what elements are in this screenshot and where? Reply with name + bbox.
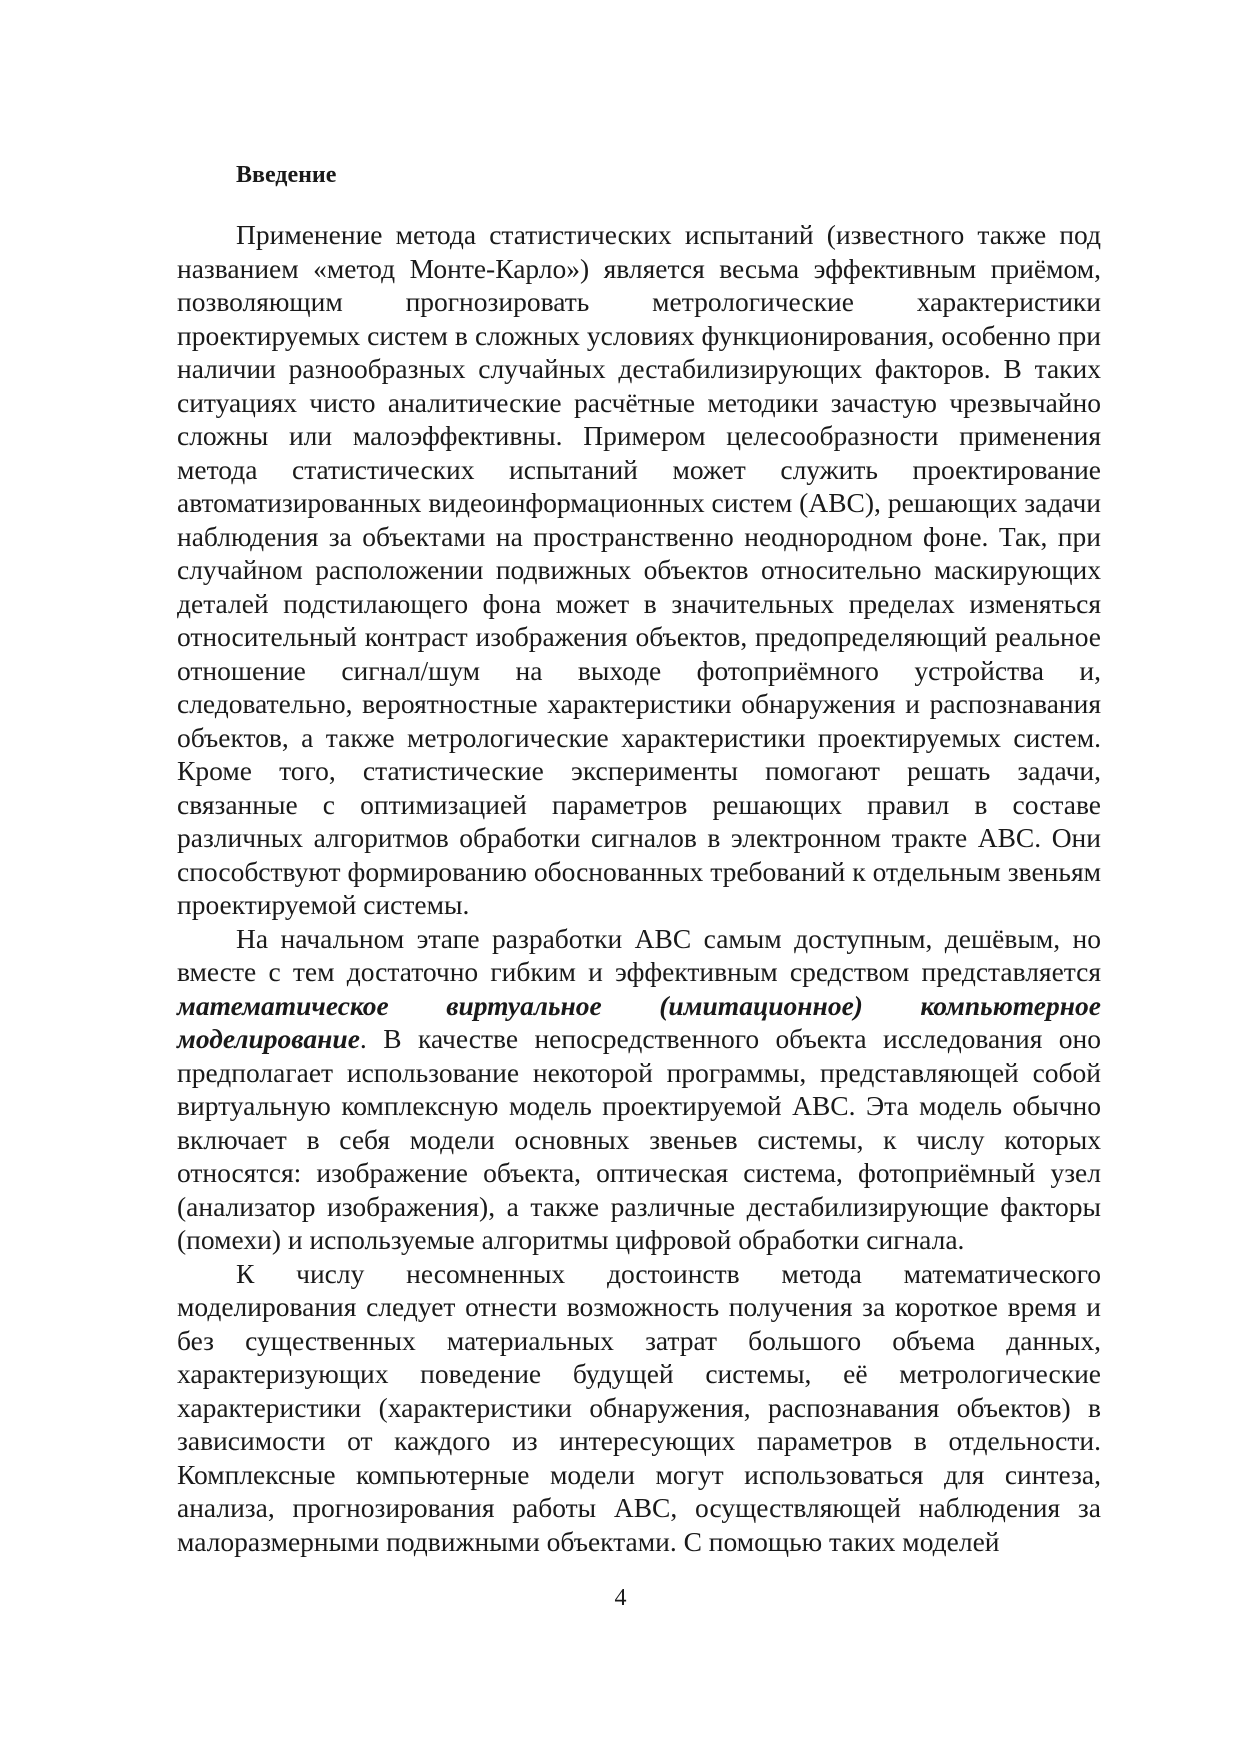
section-heading: Введение	[236, 162, 337, 188]
emphasized-term: математическое виртуальное (имитационное) компьютерное моделирование	[177, 989, 1101, 1054]
page-number: 4	[614, 1585, 627, 1611]
paragraph-2-intro: На начальном этапе разработки АВС самым доступным, дешёвым, но вместе с тем достаточно гибким и эффективным средством представляется	[177, 922, 1101, 987]
paragraph-3: К числу несомненных достоинств метода математического моделирования следует отнести возможность получения за короткое время и без существенных материальных затрат большого объема данных, характеризующих поведение будущей системы, её метрологические характеристики (характеристики обнаружения, распознавания объектов) в зависимости от каждого из интересующих параметров в отдельности. Комплексные компьютерные модели могут использоваться для синтеза, анализа, прогнозирования работы АВС, осуществляющей наблюдения за малоразмерными подвижными объектами. С помощью таких моделей	[177, 1257, 1101, 1557]
paragraph-1: Применение метода статистических испытаний (известного также под названием «метод Монте-Карло») является весьма эффективным приёмом, позволяющим прогнозировать метрологические характеристики проектируемых систем в сложных условиях функционирования, особенно при наличии разнообразных случайных дестабилизирующих факторов. В таких ситуациях чисто аналитические расчётные методики зачастую чрезвычайно сложны или малоэффективны. Примером целесообразности применения метода статистических испытаний может служить проектирование автоматизированных видеоинформационных систем (АВС), решающих задачи наблюдения за объектами на пространственно неоднородном фоне. Так, при случайном расположении подвижных объектов относительно маскирующих деталей подстилающего фона может в значительных пределах изменяться относительный контраст изображения объектов, предопределяющий реальное отношение сигнал/шум на выходе фотоприёмного устройства и, следовательно, вероятностные характеристики обнаружения и распознавания объектов, а также метрологические характеристики проектируемых систем. Кроме того, статистические эксперименты помогают решать задачи, связанные с оптимизацией параметров решающих правил в составе различных алгоритмов обработки сигналов в электронном тракте АВС. Они способствуют формированию обоснованных требований к отдельным звеньям проектируемой системы.	[177, 219, 1101, 920]
body-text	[177, 218, 1101, 1558]
paragraph-2-rest: . В качестве непосредственного объекта исследования оно предполагает использование некоторой программы, представляющей собой виртуальную комплексную модель проектируемой АВС. Эта модель обычно включает в себя модели основных звеньев системы, к числу которых относятся: изображение объекта, оптическая система, фотоприёмный узел (анализатор изображения), а также различные дестабилизирующие факторы (помехи) и используемые алгоритмы цифровой обработки сигнала.	[177, 1023, 1101, 1255]
paragraph-2	[177, 922, 1101, 1257]
